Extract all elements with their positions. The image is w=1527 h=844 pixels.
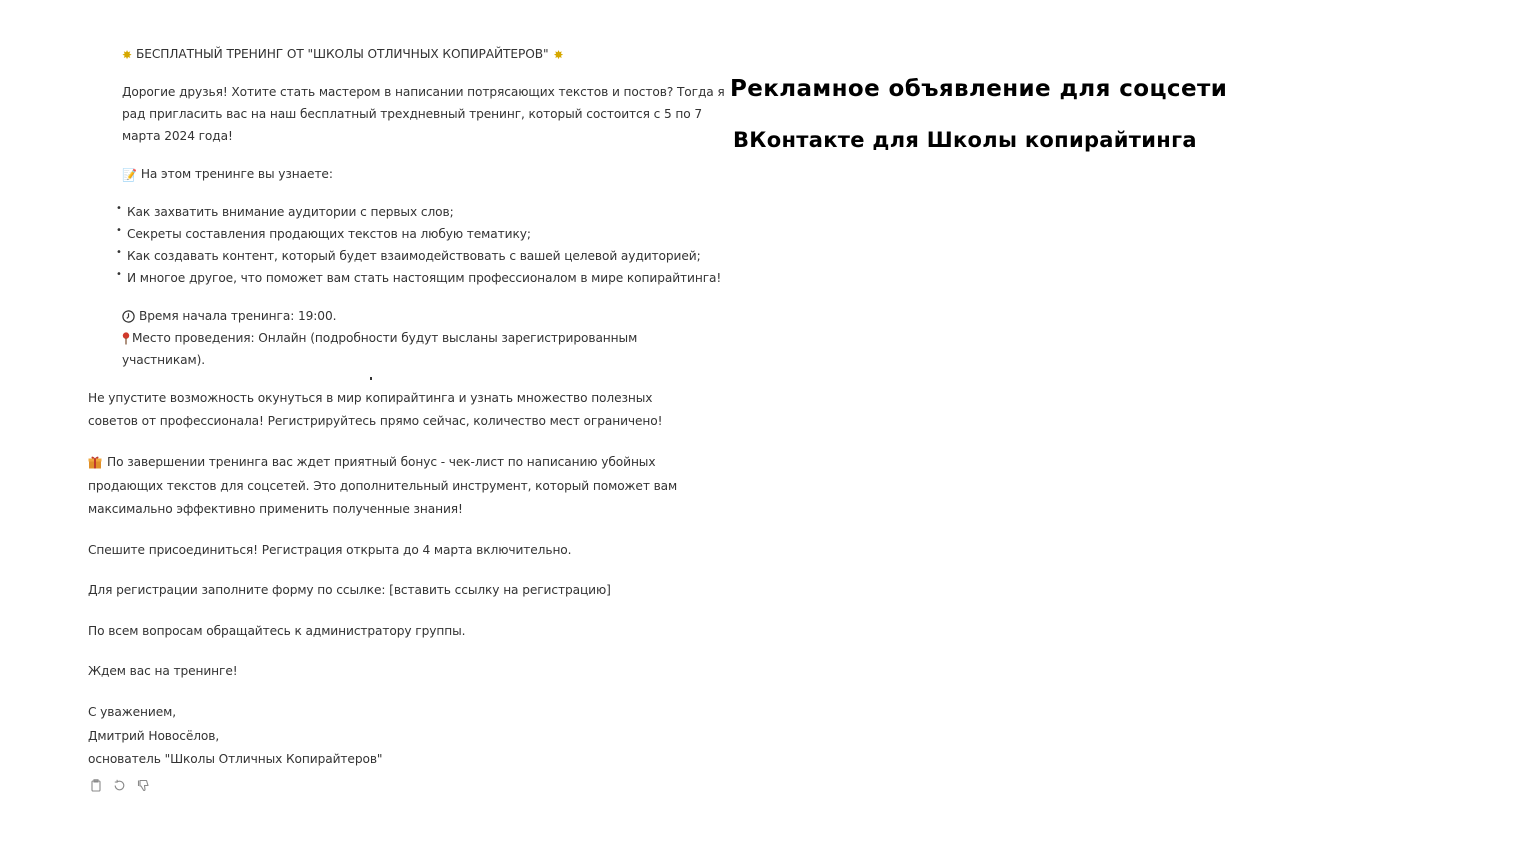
bonus-text: По завершении тренинга вас ждет приятный бонус - чек-лист по написанию убойных: [107, 455, 656, 469]
gift-icon: [88, 455, 102, 470]
signature-line: С уважением,: [88, 705, 176, 719]
register-text: Для регистрации заполните форму по ссылке: [вставить ссылку на регистрацию]: [88, 583, 611, 597]
place-text: Место проведения: Онлайн (подробности будут высланы зарегистрированным: [132, 331, 638, 345]
ad-post: [0, 0, 725, 844]
intro-line: рад пригласить вас на наш бесплатный трехдневный тренинг, который состоится с 5 по 7: [122, 107, 703, 121]
post-title: БЕСПЛАТНЫЙ ТРЕНИНГ ОТ "ШКОЛЫ ОТЛИЧНЫХ КОПИРАЙТЕРОВ": [135, 47, 549, 61]
page-subheading: ВКонтакте для Школы копирайтинга: [733, 128, 1197, 152]
bullet-item: Секреты составления продающих текстов на любую тематику;: [127, 227, 531, 241]
bonus-row: [88, 454, 655, 470]
place-text-cont: участникам).: [122, 353, 206, 367]
message-actions: [88, 778, 151, 793]
opportunity-line: советов от профессионала! Регистрируйтесь прямо сейчас, количество мест ограничено!: [88, 414, 663, 428]
sparkle-icon: ✸: [553, 48, 564, 62]
post-title-row: [122, 46, 563, 62]
learn-heading-row: [122, 166, 333, 182]
signature-line: основатель "Школы Отличных Копирайтеров": [88, 752, 383, 766]
bullet-dot: •: [116, 225, 122, 236]
sparkle-icon: ✸: [122, 48, 132, 62]
signature-line: Дмитрий Новосёлов,: [88, 729, 220, 743]
learn-heading: На этом тренинге вы узнаете:: [140, 167, 333, 181]
intro-line: марта 2024 года!: [122, 129, 233, 143]
bullet-item: И многое другое, что поможет вам стать настоящим профессионалом в мире копирайтинга!: [127, 271, 722, 285]
place-row: [122, 330, 637, 346]
cursor-mark: [370, 377, 372, 380]
bonus-line: максимально эффективно применить полученные знания!: [88, 502, 463, 516]
pushpin-icon: [122, 332, 130, 346]
bullet-dot: •: [116, 269, 122, 280]
questions-text: По всем вопросам обращайтесь к администратору группы.: [88, 624, 466, 638]
bullet-item: Как создавать контент, который будет взаимодействовать с вашей целевой аудиторией;: [127, 249, 701, 263]
opportunity-line: Не упустите возможность окунуться в мир копирайтинга и узнать множество полезных: [88, 391, 653, 405]
page-heading: Рекламное объявление для соцсети: [730, 76, 1228, 102]
clock-icon: [122, 310, 135, 324]
intro-line: Дорогие друзья! Хотите стать мастером в написании потрясающих текстов и постов? Тогда я: [122, 85, 725, 99]
bonus-line: продающих текстов для соцсетей. Это дополнительный инструмент, который поможет вам: [88, 479, 678, 493]
bullet-dot: •: [116, 247, 122, 258]
regenerate-icon[interactable]: [112, 778, 127, 793]
time-text: Время начала тренинга: 19:00.: [139, 309, 337, 323]
dislike-icon[interactable]: [136, 778, 151, 793]
bullet-item: Как захватить внимание аудитории с первых слов;: [127, 205, 454, 219]
hurry-text: Спешите присоединиться! Регистрация открыта до 4 марта включительно.: [88, 543, 572, 557]
bullet-dot: •: [116, 203, 122, 214]
copy-icon[interactable]: [88, 778, 103, 793]
time-row: [122, 308, 336, 324]
memo-icon: 📝: [122, 168, 137, 182]
wait-text: Ждем вас на тренинге!: [88, 664, 238, 678]
